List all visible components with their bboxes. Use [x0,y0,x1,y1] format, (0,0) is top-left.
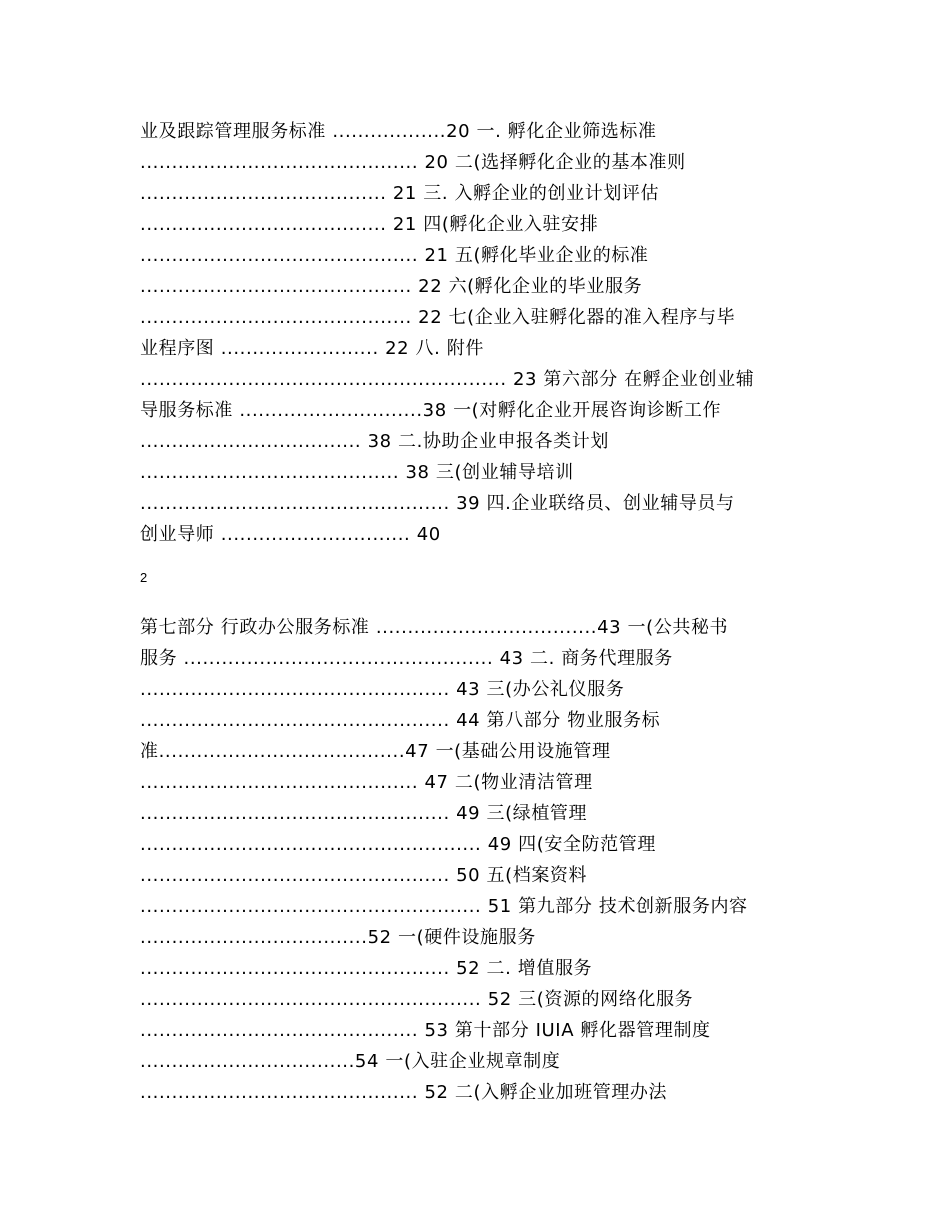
toc-line: ............................................ 53 第十部分 IUIA 孵化器管理制度 [140,1020,711,1041]
toc-section-2 [140,612,820,1108]
toc-line: ................................................. 44 第八部分 物业服务标 [140,710,661,731]
toc-line: 业及跟踪管理服务标准 ..................20 一. 孵化企业筛选标准 [140,121,657,142]
toc-line: 业程序图 ......................... 22 八. 附件 [140,338,484,359]
toc-line: ...................................................... 49 四(安全防范管理 [140,834,656,855]
toc-section-1 [140,116,820,550]
toc-line: ................................................. 50 五(档案资料 [140,865,588,886]
toc-line: ........................................... 22 七(企业入驻孵化器的准入程序与毕 [140,307,736,328]
toc-line: ................................................. 49 三(绿植管理 [140,803,588,824]
toc-line: ............................................ 47 二(物业清洁管理 [140,772,593,793]
toc-line: ....................................52 一(硬件设施服务 [140,927,536,948]
toc-line: 导服务标准 .............................38 一(对孵化企业开展咨询诊断工作 [140,400,722,421]
toc-line: .......................................................... 23 第六部分 在孵企业创业辅 [140,369,755,390]
toc-line: ............................................ 52 二(入孵企业加班管理办法 [140,1082,668,1103]
toc-line: 第七部分 行政办公服务标准 ...................................43 一(公共秘书 [140,617,729,638]
toc-line: ...................................................... 52 三(资源的网络化服务 [140,989,694,1010]
toc-line: ............................................ 21 五(孵化毕业企业的标准 [140,245,649,266]
page-number: 2 [140,570,148,585]
toc-line: ................................................. 52 二. 增值服务 [140,958,593,979]
toc-line: 准.......................................47 一(基础公用设施管理 [140,741,611,762]
toc-line: 服务 ................................................. 43 二. 商务代理服务 [140,648,673,669]
toc-line: 创业导师 .............................. 40 [140,524,441,545]
toc-line: ...................................................... 51 第九部分 技术创新服务内容 [140,896,748,917]
toc-line: ....................................... 21 四(孵化企业入驻安排 [140,214,599,235]
toc-line: ............................................ 20 二(选择孵化企业的基本准则 [140,152,686,173]
toc-line: ........................................... 22 六(孵化企业的毕业服务 [140,276,643,297]
toc-line: ................................................. 43 三(办公礼仪服务 [140,679,625,700]
toc-line: ................................... 38 二.协助企业申报各类计划 [140,431,609,452]
toc-line: ..................................54 一(入驻企业规章制度 [140,1051,561,1072]
toc-line: ......................................... 38 三(创业辅导培训 [140,462,574,483]
toc-line: ....................................... 21 三. 入孵企业的创业计划评估 [140,183,660,204]
toc-line: ................................................. 39 四.企业联络员、创业辅导员与 [140,493,735,514]
